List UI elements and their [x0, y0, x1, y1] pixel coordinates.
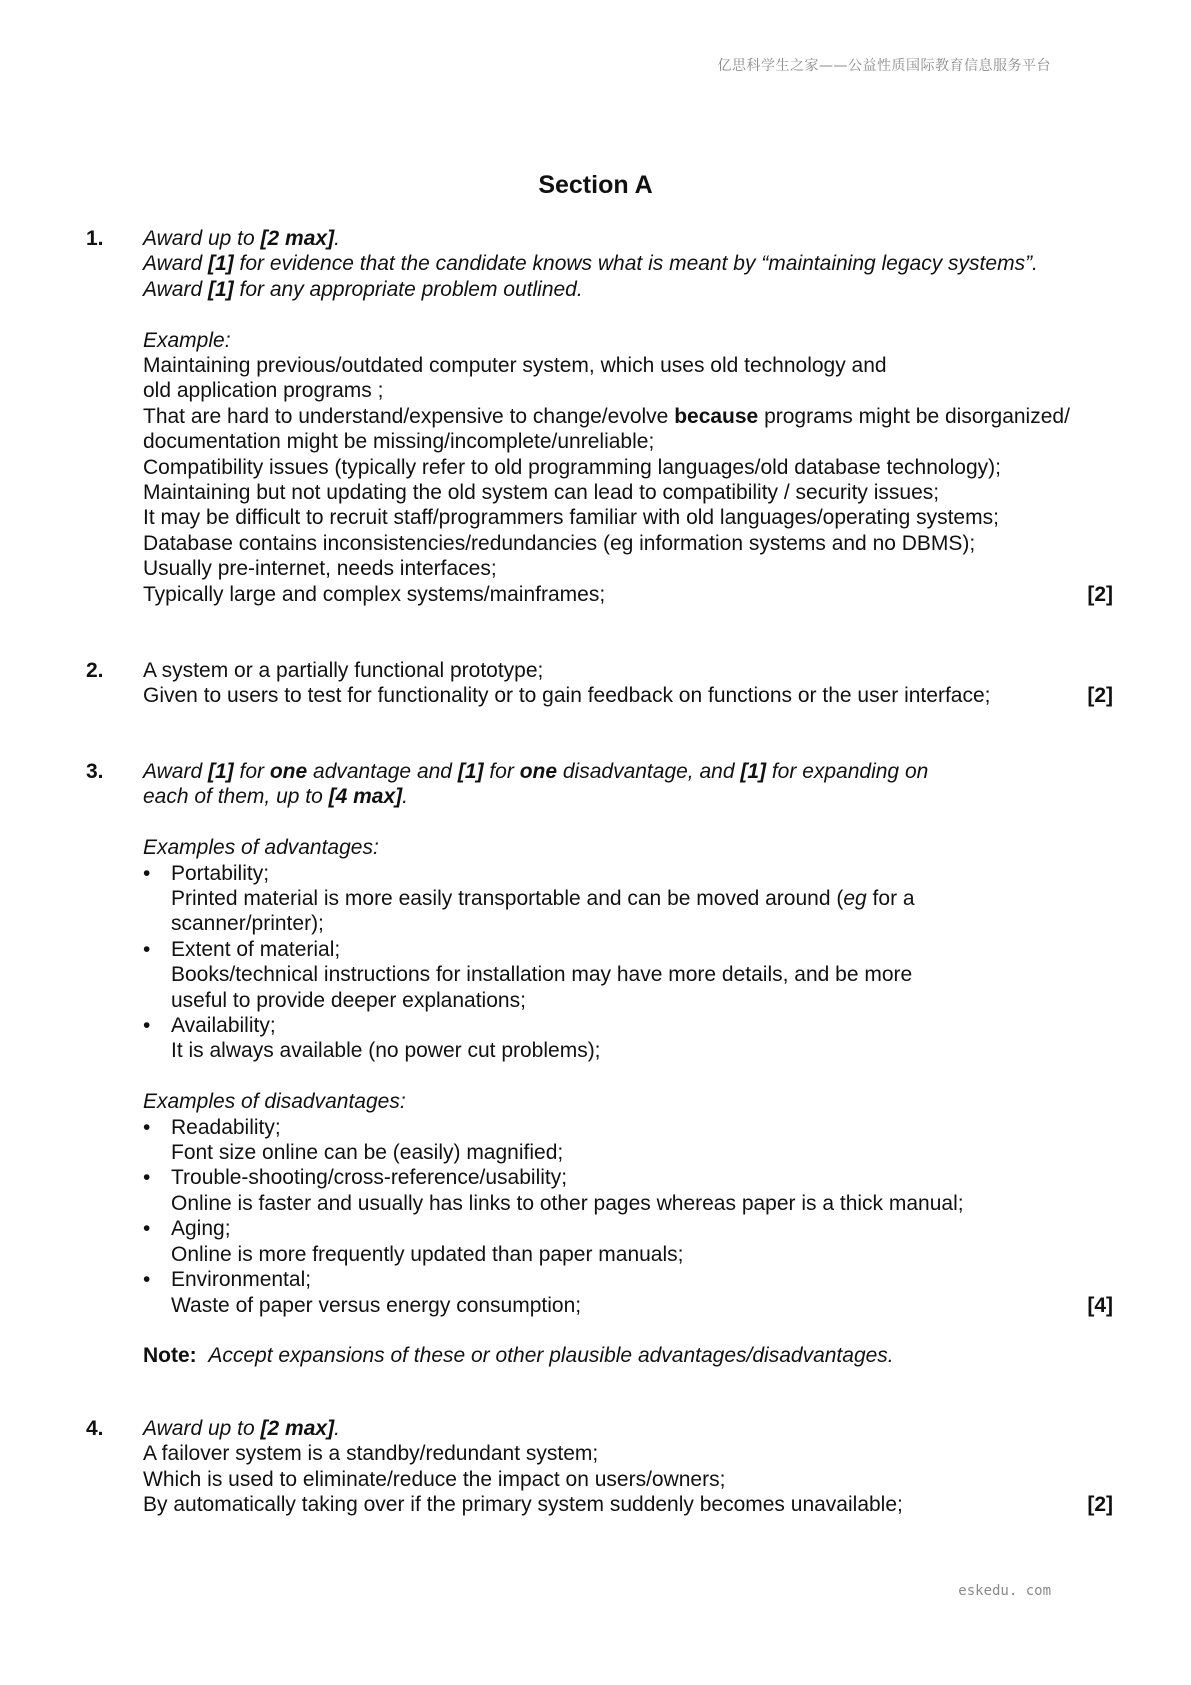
answer-line: It may be difficult to recruit staff/programmers familiar with old languages/operating systems;	[143, 506, 999, 530]
text: [1]	[207, 252, 234, 276]
bullet-item	[143, 861, 1113, 886]
award-line	[143, 784, 1113, 809]
text: [2 max]	[260, 227, 335, 250]
header-site-text: 亿思科学生之家——公益性质国际教育信息服务平台	[717, 58, 1051, 74]
text: [1]	[207, 760, 234, 783]
answer-line: documentation might be missing/incomplete/unreliable;	[143, 430, 655, 454]
text: That are hard to understand/expensive to change/evolve	[143, 404, 675, 428]
answer-line	[143, 582, 1113, 607]
text: Portability;	[171, 861, 270, 885]
answer-line	[143, 683, 1113, 708]
award-line	[143, 226, 1113, 251]
text: Award up to	[143, 1417, 261, 1440]
bullet-icon: •	[143, 1115, 151, 1139]
text: Printed material is more easily transportable and can be moved around (	[171, 887, 844, 911]
mark: [2]	[1087, 582, 1113, 606]
answer-line	[143, 1293, 1113, 1318]
bullet-icon: •	[143, 1268, 151, 1292]
text: advantage and	[307, 760, 458, 783]
answer-line	[143, 404, 1113, 429]
answer-line: Online is more frequently updated than paper manuals;	[171, 1242, 684, 1266]
bullet-item	[143, 1013, 1113, 1038]
answer-line: scanner/printer);	[171, 912, 324, 936]
answer-line: Which is used to eliminate/reduce the impact on users/owners;	[143, 1467, 726, 1491]
text: one	[519, 760, 558, 783]
question-number: 2.	[86, 659, 104, 682]
text: Typically large and complex systems/mainframes;	[143, 582, 606, 606]
answer-line	[143, 886, 1113, 911]
answer-line: A system or a partially functional prototype;	[143, 659, 544, 682]
text: By automatically taking over if the primary system suddenly becomes unavailable;	[143, 1493, 903, 1517]
bullet-icon: •	[143, 1166, 151, 1190]
text: for	[483, 760, 520, 783]
text: .	[334, 1417, 340, 1440]
bullet-item	[143, 1115, 1113, 1140]
answer-line: Online is faster and usually has links to other pages whereas paper is a thick manual;	[171, 1191, 964, 1215]
text: [4 max]	[328, 785, 403, 809]
question-2-body	[143, 658, 1113, 709]
text: Availability;	[171, 1014, 276, 1038]
bullet-icon: •	[143, 1217, 151, 1241]
text: for expanding on	[766, 760, 929, 783]
section-title: Section A	[538, 171, 653, 199]
note-line	[143, 1343, 1113, 1368]
answer-line: Books/technical instructions for installation may have more details, and be more	[171, 963, 913, 987]
question-3-body	[143, 759, 1113, 1369]
bullet-item	[143, 1165, 1113, 1190]
text: Aging;	[171, 1217, 231, 1241]
bullet-icon: •	[143, 861, 151, 885]
text: because	[674, 404, 759, 428]
bullet-item	[143, 1216, 1113, 1241]
bullet-item	[143, 1267, 1113, 1292]
bullet-icon: •	[143, 937, 151, 961]
award-line	[143, 759, 1113, 784]
answer-line: useful to provide deeper explanations;	[171, 988, 526, 1012]
answer-line	[143, 1492, 1113, 1517]
answer-line: Font size online can be (easily) magnified;	[171, 1141, 564, 1165]
text: Trouble-shooting/cross-reference/usability;	[171, 1166, 568, 1190]
note-text: Accept expansions of these or other plausible advantages/disadvantages.	[208, 1344, 894, 1368]
bullet-icon: •	[143, 1014, 151, 1038]
text: eg	[843, 887, 867, 911]
text: [2 max]	[260, 1417, 335, 1440]
text: Environmental;	[171, 1268, 312, 1292]
answer-line: Database contains inconsistencies/redundancies (eg information systems and no DBMS);	[143, 531, 976, 555]
footer-site-text: eskedu. com	[958, 1583, 1051, 1599]
bullet-item	[143, 937, 1113, 962]
answer-line: It is always available (no power cut problems);	[171, 1039, 601, 1063]
text: each of them, up to	[143, 785, 329, 809]
text: Waste of paper versus energy consumption;	[171, 1293, 582, 1317]
text: one	[269, 760, 308, 783]
answer-line: Usually pre-internet, needs interfaces;	[143, 557, 497, 581]
text: Extent of material;	[171, 937, 341, 961]
question-number: 3.	[86, 760, 104, 783]
disadvantages-label: Examples of disadvantages:	[143, 1090, 406, 1114]
answer-line: A failover system is a standby/redundant system;	[143, 1442, 599, 1466]
text: disadvantage, and	[557, 760, 741, 783]
question-1-body	[143, 226, 1113, 607]
text: [1]	[457, 760, 484, 783]
answer-line: Maintaining previous/outdated computer system, which uses old technology and	[143, 354, 887, 378]
text: Readability;	[171, 1115, 281, 1139]
text: .	[334, 227, 340, 250]
answer-line: Compatibility issues (typically refer to old programming languages/old database technology);	[143, 455, 1001, 479]
award-line	[143, 251, 1113, 276]
text: programs might be disorganized/	[758, 404, 1070, 428]
text: for evidence that the candidate knows what is meant by “maintaining legacy systems”.	[233, 252, 1038, 276]
question-number: 4.	[86, 1417, 104, 1440]
award-line	[143, 277, 1113, 302]
advantages-label: Examples of advantages:	[143, 836, 379, 860]
note-label: Note:	[143, 1344, 197, 1368]
question-number: 1.	[86, 227, 104, 250]
text: Award	[143, 277, 208, 301]
mark: [2]	[1087, 1493, 1113, 1517]
text: for any appropriate problem outlined.	[233, 277, 583, 301]
example-label: Example:	[143, 328, 231, 352]
text: for	[233, 760, 270, 783]
question-4-body	[143, 1416, 1113, 1518]
text: Award	[143, 760, 208, 783]
text: .	[402, 785, 408, 809]
text: [1]	[207, 277, 234, 301]
text: Award up to	[143, 227, 261, 250]
award-line	[143, 1416, 1113, 1441]
answer-line: old application programs ;	[143, 379, 384, 403]
text: Award	[143, 252, 208, 276]
answer-line: Maintaining but not updating the old system can lead to compatibility / security issues;	[143, 481, 940, 505]
text: for a	[866, 887, 915, 911]
mark: [4]	[1087, 1293, 1113, 1317]
text: [1]	[740, 760, 767, 783]
mark: [2]	[1087, 684, 1113, 708]
text: Given to users to test for functionality or to gain feedback on functions or the user interface;	[143, 684, 991, 708]
